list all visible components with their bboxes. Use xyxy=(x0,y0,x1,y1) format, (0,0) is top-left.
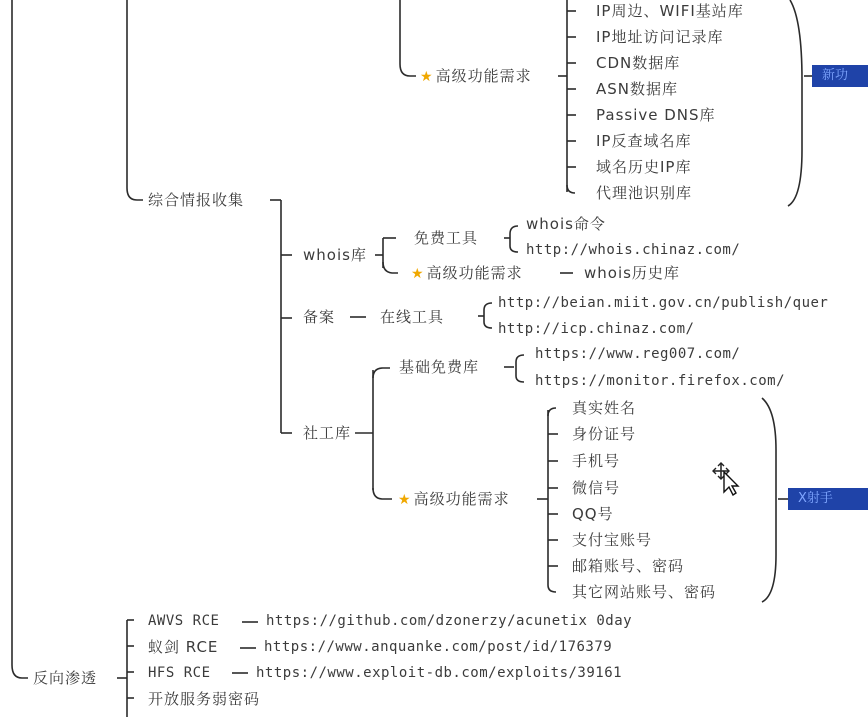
social-item: 真实姓名 xyxy=(572,399,637,417)
social-basic-link[interactable]: https://www.reg007.com/ xyxy=(535,346,741,362)
ip-item: 域名历史IP库 xyxy=(596,158,692,176)
social-item: QQ号 xyxy=(572,505,614,523)
social-item: 其它网站账号、密码 xyxy=(572,583,717,601)
beian-tool-node: 在线工具 xyxy=(380,308,445,326)
social-tag: X射手 xyxy=(788,488,868,510)
reverse-node: 反向渗透 xyxy=(33,669,98,687)
star-icon: ★ xyxy=(420,69,434,85)
social-item: 身份证号 xyxy=(572,425,637,443)
social-item: 微信号 xyxy=(572,479,621,497)
whois-free-node: 免费工具 xyxy=(414,229,479,247)
ip-item: ASN数据库 xyxy=(596,80,679,98)
ip-tag: 新功 xyxy=(812,65,868,87)
reverse-item-name: AWVS RCE xyxy=(148,613,220,629)
reverse-item-link[interactable]: https://www.anquanke.com/post/id/176379 xyxy=(264,639,613,655)
beian-tool-link[interactable]: http://beian.miit.gov.cn/publish/quer xyxy=(498,295,829,311)
reverse-item-link[interactable]: https://www.exploit-db.com/exploits/39161 xyxy=(256,665,623,681)
move-cursor-icon xyxy=(710,460,740,496)
social-node: 社工库 xyxy=(303,424,352,442)
social-basic-node: 基础免费库 xyxy=(399,358,480,376)
ip-item: IP周边、WIFI基站库 xyxy=(596,2,744,20)
ip-item: CDN数据库 xyxy=(596,54,681,72)
reverse-item-name: 开放服务弱密码 xyxy=(148,690,261,708)
ip-item: IP反查域名库 xyxy=(596,132,692,150)
star-icon: ★ xyxy=(411,266,425,282)
social-item: 支付宝账号 xyxy=(572,531,653,549)
social-advanced-node: ★ 高级功能需求 xyxy=(398,490,510,508)
whois-advanced-node: ★ 高级功能需求 xyxy=(411,264,523,282)
whois-free-item: whois命令 xyxy=(526,215,606,233)
reverse-item-name: HFS RCE xyxy=(148,665,211,681)
beian-node: 备案 xyxy=(303,308,336,326)
reverse-item-name: 蚁剑 RCE xyxy=(148,638,219,656)
ip-item: IP地址访问记录库 xyxy=(596,28,724,46)
social-basic-link[interactable]: https://monitor.firefox.com/ xyxy=(535,373,786,389)
beian-tool-link[interactable]: http://icp.chinaz.com/ xyxy=(498,321,695,337)
intel-node: 综合情报收集 xyxy=(148,191,245,209)
social-item: 手机号 xyxy=(572,452,621,470)
whois-free-link[interactable]: http://whois.chinaz.com/ xyxy=(526,242,741,258)
ip-item: Passive DNS库 xyxy=(596,106,716,124)
whois-node: whois库 xyxy=(303,246,367,264)
whois-advanced-item: whois历史库 xyxy=(584,264,680,282)
ip-advanced-node: ★ 高级功能需求 xyxy=(420,67,532,85)
ip-item: 代理池识别库 xyxy=(596,184,693,202)
social-item: 邮箱账号、密码 xyxy=(572,557,685,575)
reverse-item-link[interactable]: https://github.com/dzonerzy/acunetix 0day xyxy=(266,613,633,629)
star-icon: ★ xyxy=(398,492,412,508)
